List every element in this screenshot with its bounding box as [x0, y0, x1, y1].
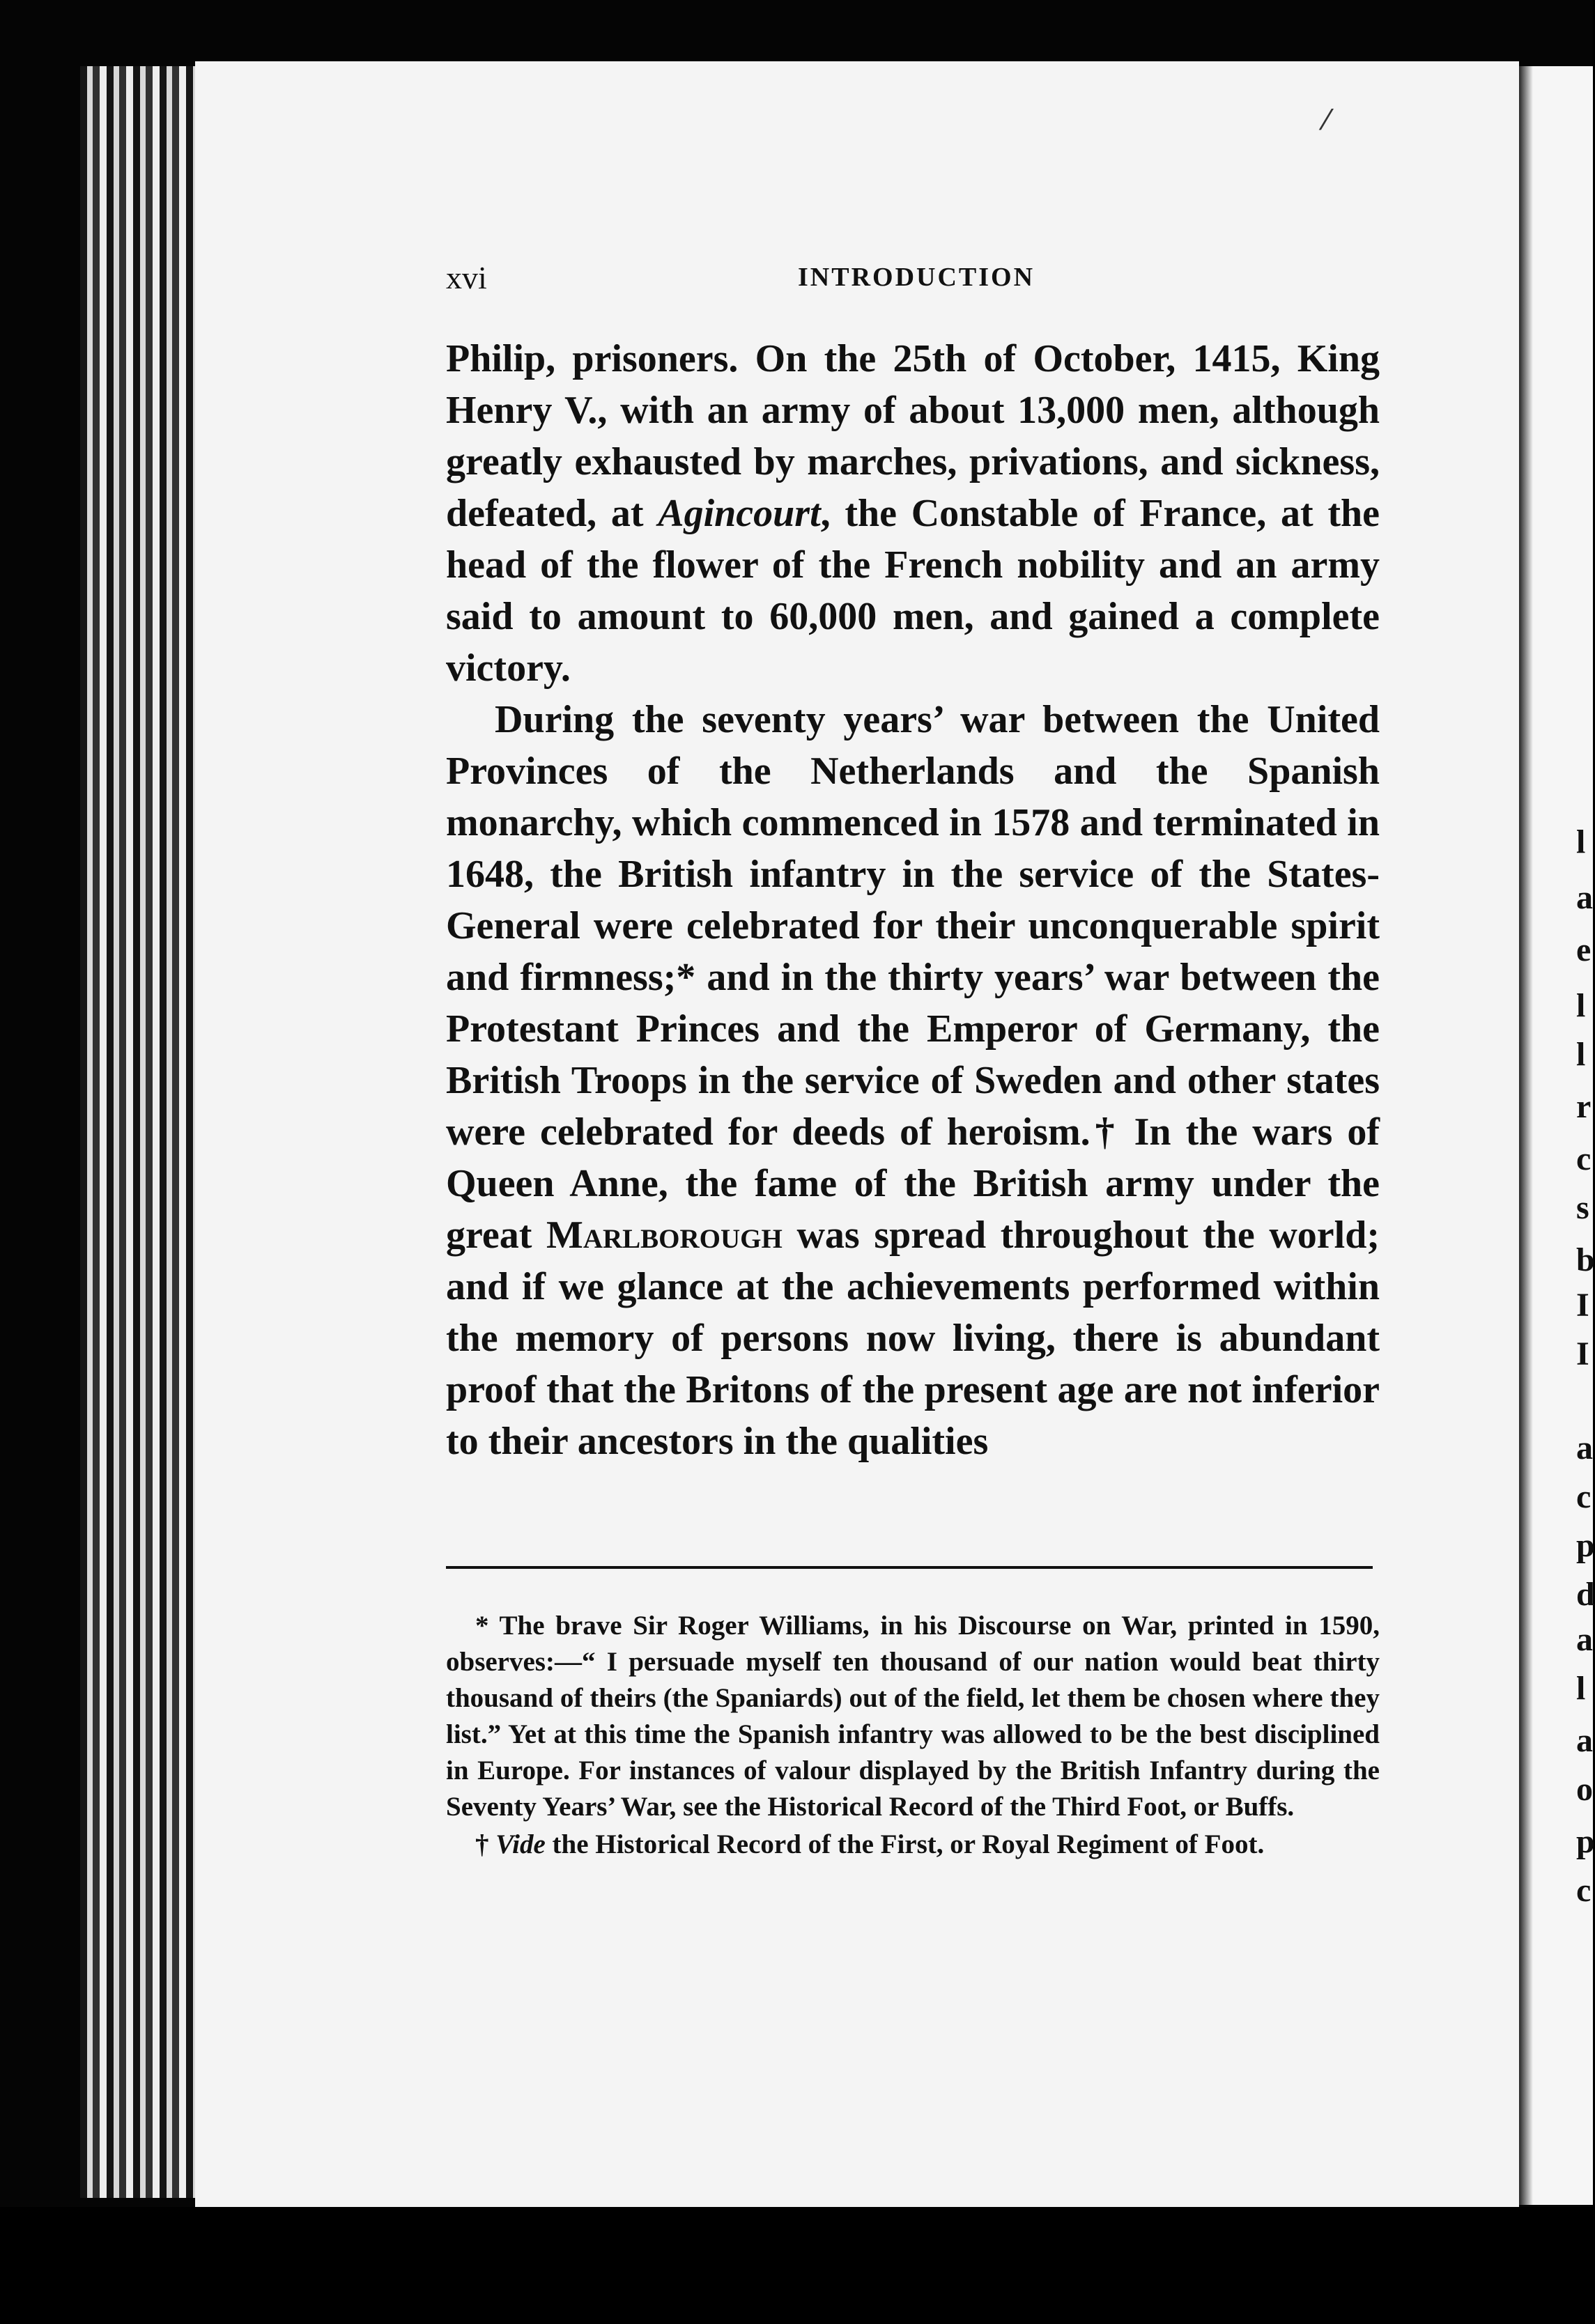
paragraph-2: [446, 694, 1380, 1467]
facing-page-letter: a: [1576, 1430, 1593, 1466]
scan-bottom-border: [0, 2207, 1593, 2324]
footnotes: [446, 1608, 1380, 1864]
paragraph-1: [446, 333, 1380, 694]
facing-page-letter: s: [1576, 1189, 1589, 1226]
smallcaps-name: Marlborough: [546, 1214, 783, 1257]
facing-page-letter: p: [1576, 1527, 1595, 1564]
stray-mark: ⁄: [1324, 104, 1329, 137]
footnote-2-mark: †: [475, 1829, 496, 1859]
body-text: [446, 333, 1380, 1467]
page-header: [446, 259, 1387, 301]
facing-page-letter: l: [1576, 823, 1586, 860]
facing-page-letter: l: [1576, 1036, 1586, 1073]
footnote-2-text: the Historical Record of the First, or Royal Regiment of Foot.: [545, 1829, 1265, 1859]
facing-page-letter: a: [1576, 1722, 1593, 1759]
facing-page-letter: c: [1576, 1478, 1592, 1515]
facing-page-letter: p: [1576, 1823, 1595, 1860]
facing-page-letter: c: [1576, 1872, 1592, 1909]
footnote-rule: [446, 1566, 1373, 1569]
facing-page-letter: b: [1576, 1241, 1595, 1278]
footnote-2-italic: Vide: [495, 1829, 546, 1859]
italic-place-name: Agincourt: [658, 492, 821, 535]
facing-page-letter: e: [1576, 931, 1592, 968]
footnote-2: [446, 1827, 1380, 1863]
facing-page-letter: l: [1576, 987, 1586, 1024]
paragraph-2-text-a: During the seventy years’ war between the United Provinces of the Netherlands and the Spanish monarchy, which commenced in 1578 and terminated in 1648, the British infantry in the service of the States-General were celebrated for their unconquerable spirit and firmness;* and in the thirty years’ war between the Protestant Princes and the Emperor of Germany, the British Troops in the service of Sweden and other states were celebrated for deeds of heroism.† In the wars of Queen Anne, the fame of the British army under the great: [446, 698, 1380, 1257]
footnote-1: * The brave Sir Roger Williams, in his Discourse on War, printed in 1590, observes:—“ I persuade myself ten thousand of our nation would beat thirty thousand of theirs (the Spaniards) out of the field, let them be chosen where they list.” Yet at this time the Spanish infantry was allowed to be the best disciplined in Europe. For instances of valour displayed by the British Infantry during the Seventy Years’ War, see the Historical Record of the Third Foot, or Buffs.: [446, 1611, 1380, 1822]
facing-page-letter: a: [1576, 1621, 1593, 1658]
facing-page-letter: I: [1576, 1335, 1589, 1372]
facing-page-letter: I: [1576, 1287, 1589, 1324]
paragraph-1-text-b: , the Constable of France, at the head of the flower of the French nobility and an army said to amount to 60,000 men, and gained a complete victory.: [446, 492, 1380, 690]
facing-page-letter: c: [1576, 1140, 1592, 1177]
paragraph-2-text-b: was spread throughout the world; and if we glance at the achievements performed within the memory of persons now living, there is abundant proof that the Britons of the present age are not inferior to their ancestors in the qualities: [446, 1214, 1380, 1463]
facing-page-letter: l: [1576, 1670, 1586, 1707]
facing-page-letter: d: [1576, 1576, 1595, 1613]
facing-page-letter: r: [1576, 1088, 1592, 1125]
page-number: xvi: [446, 260, 487, 295]
facing-page-letter: o: [1576, 1771, 1593, 1808]
paragraph-1-text-a: Philip, prisoners. On the 25th of October, 1415, King Henry V., with an army of about 13,000 men, although greatly exhausted by marches, privations, and sickness, defeated, at: [446, 337, 1380, 535]
running-head: INTRODUCTION: [798, 263, 1035, 292]
facing-page-letter: a: [1576, 879, 1593, 916]
